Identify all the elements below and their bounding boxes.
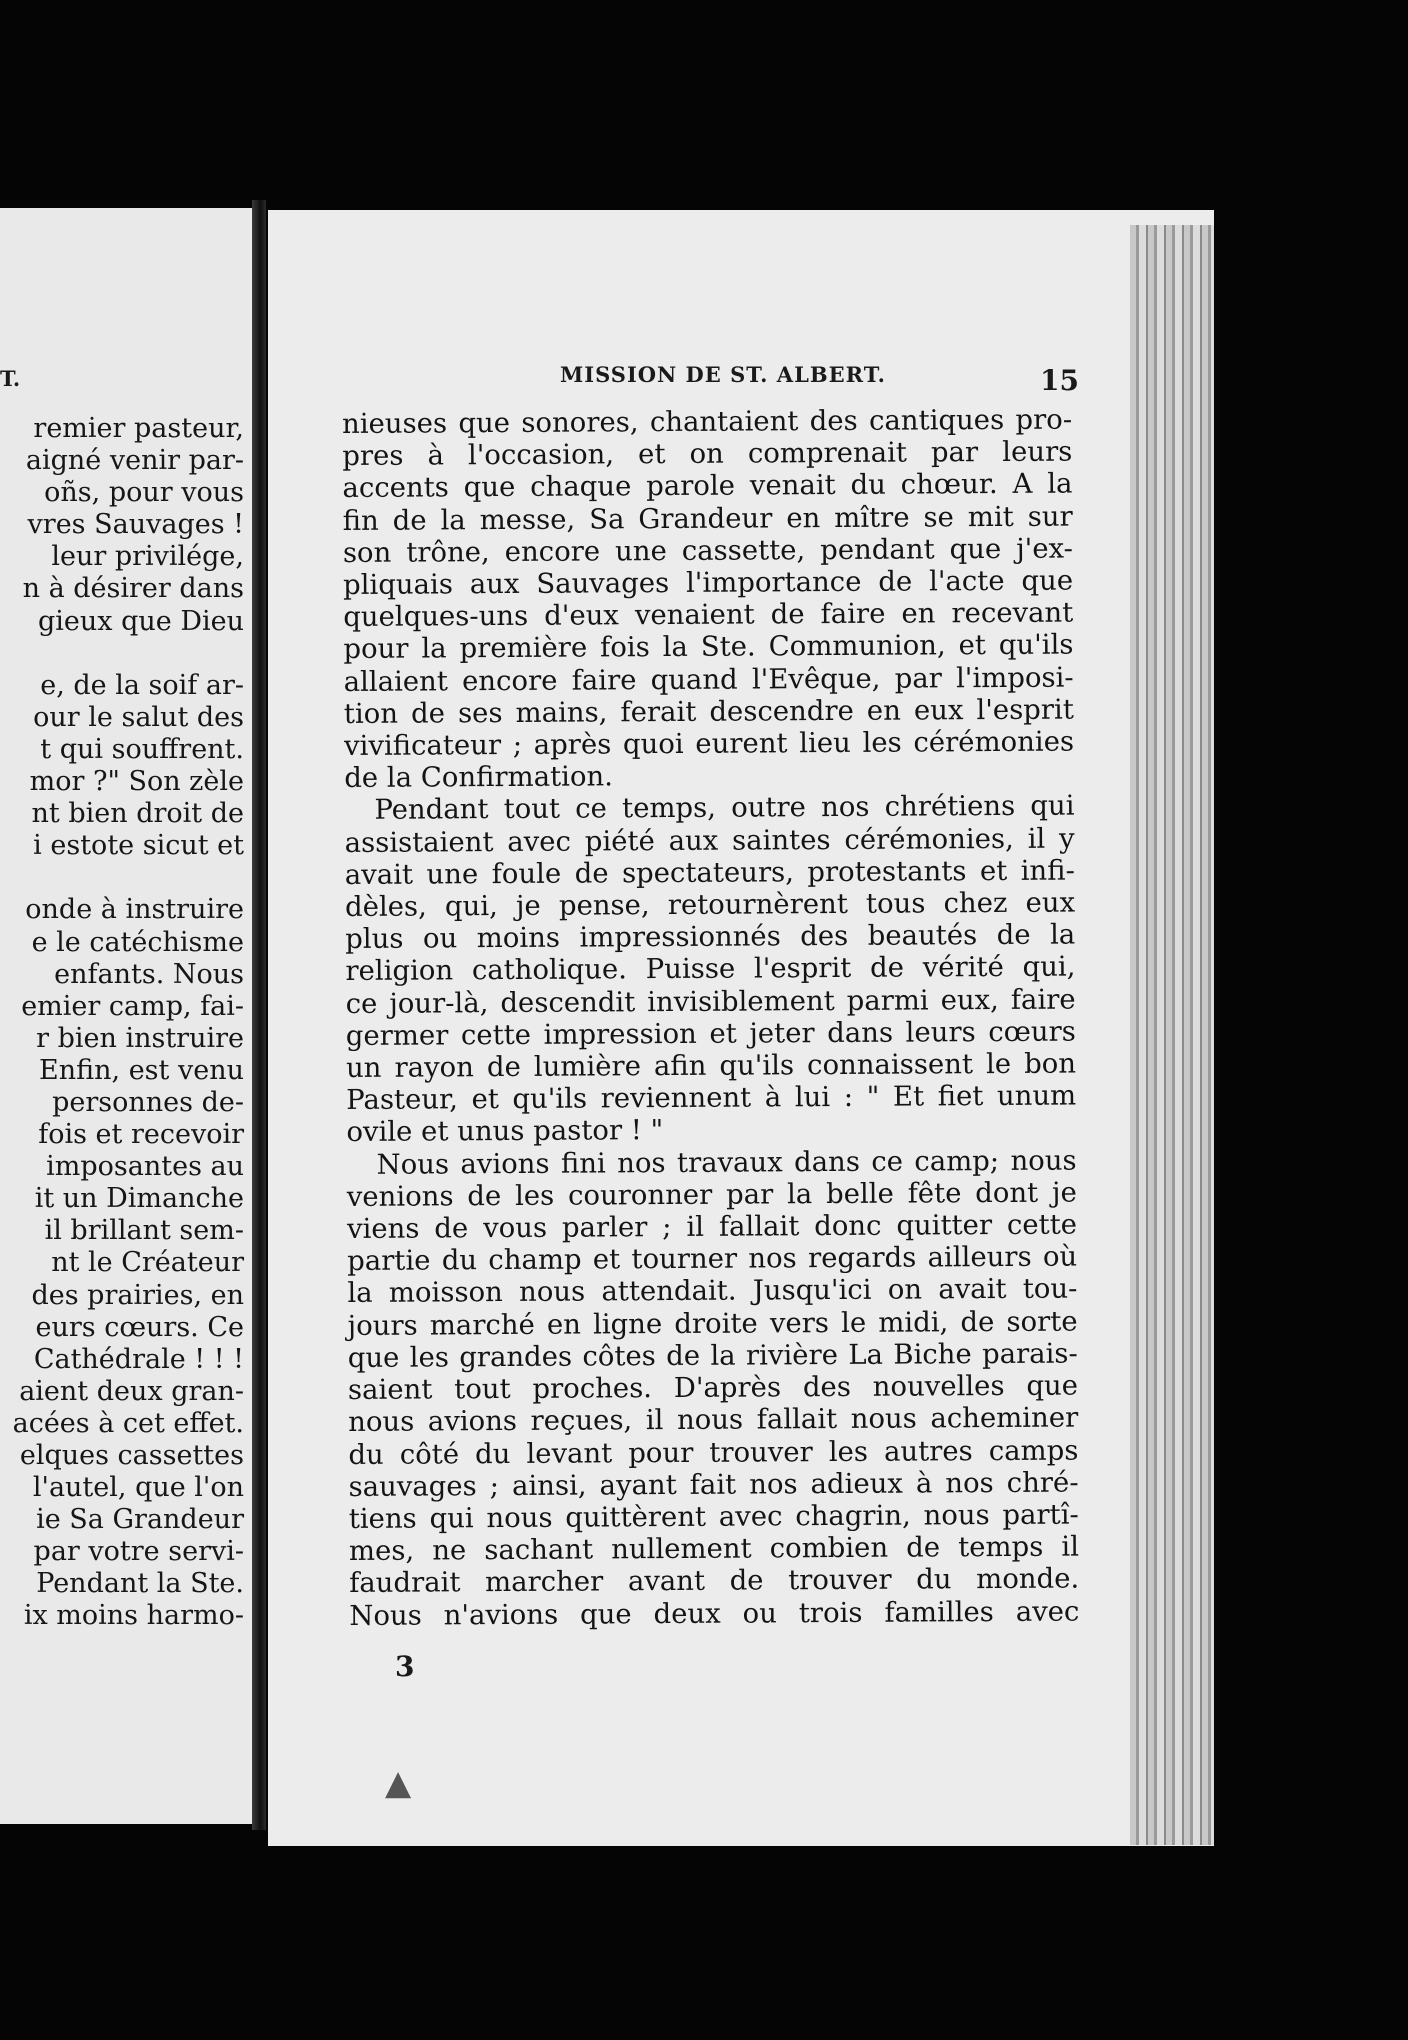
text-line: n à désirer dans [22, 573, 244, 605]
text-line: pliquais aux Sauvages l'importance de l'acte que [342, 564, 1074, 602]
text-line: sauvages ; ainsi, ayant fait nos adieux à nos chré- [348, 1466, 1079, 1503]
text-line: mes, ne sachant nullement combien de temps il [348, 1530, 1080, 1568]
text-line: Nous n'avions que deux ou trois familles avec [349, 1595, 1080, 1632]
text-line: vres Sauvages ! [27, 509, 244, 541]
text-line: saient tout proches. D'après des nouvelles que [347, 1369, 1079, 1407]
text-line: plus ou moins impressionnés des beautés de la [345, 918, 1076, 956]
text-line: eurs cœurs. Ce [35, 1311, 244, 1343]
signature-mark: 3 [395, 1650, 415, 1683]
left-page-text [0, 413, 244, 1633]
text-line: Cathédrale ! ! ! [33, 1343, 244, 1375]
text-line: ie Sa Grandeur [36, 1504, 244, 1536]
text-line: un rayon de lumière afin qu'ils connaissent le bon [345, 1047, 1077, 1085]
text-line: oñs, pour vous [44, 477, 244, 509]
text-line: imposantes au [46, 1151, 244, 1183]
text-line: la moisson nous attendait. Jusqu'ici on avait tou- [347, 1273, 1078, 1310]
text-line: viens de vous parler ; il fallait donc quitter cette [346, 1208, 1078, 1246]
text-line: acées à cet effet. [12, 1407, 244, 1439]
text-line [0, 638, 244, 670]
text-line: elques cassettes [19, 1440, 244, 1471]
text-line: tion de ses mains, ferait descendre en eux l'esprit [343, 693, 1074, 730]
text-line: par votre servi- [33, 1536, 244, 1568]
left-page [0, 208, 252, 1824]
text-line: t qui souffrent. [40, 733, 244, 765]
text-line: e le catéchisme [31, 926, 244, 958]
text-line: jours marché en ligne droite vers le midi, de sorte [347, 1305, 1078, 1342]
text-line: personnes de- [52, 1086, 244, 1118]
book-gutter [252, 200, 266, 1830]
text-line: gieux que Dieu [38, 605, 244, 637]
text-line: enfants. Nous [54, 958, 244, 990]
text-line: partie du champ et tourner nos regards ailleurs où [347, 1240, 1078, 1278]
text-line: aient deux gran- [19, 1375, 244, 1407]
text-line: pres à l'occasion, et on comprenait par leurs [342, 435, 1073, 473]
ink-smudge-icon: ▲ [385, 1763, 412, 1803]
text-line: pour la première fois la Ste. Communion, et qu'ils [343, 628, 1074, 666]
right-page-text [342, 404, 1079, 1632]
running-head: MISSION DE ST. ALBERT. [560, 362, 886, 387]
text-line: Pendant tout ce temps, outre nos chrétiens qui [374, 789, 1075, 827]
text-line: que les grandes côtes de la rivière La Biche parais- [347, 1337, 1078, 1374]
text-line: nous avions reçues, il nous fallait nous acheminer [348, 1401, 1079, 1439]
text-line: religion catholique. Puisse l'esprit de vérité qui, [345, 950, 1076, 988]
text-line: Pasteur, et qu'ils reviennent à lui : " Et fiet unum [346, 1079, 1077, 1117]
text-line: de la Confirmation. [344, 760, 614, 795]
text-line: des prairies, en [31, 1279, 244, 1311]
text-line: avait une foule de spectateurs, protestants et infi- [344, 854, 1075, 891]
text-line: fin de la messe, Sa Grandeur en mître se mit sur [342, 500, 1073, 537]
text-line: allaient encore faire quand l'Evêque, par l'imposi- [343, 661, 1074, 698]
text-line: i estote sicut et [33, 830, 244, 862]
text-line: r bien instruire [36, 1022, 244, 1054]
text-line: ce jour-là, descendit invisiblement parmi eux, faire [345, 983, 1076, 1020]
page-edge-stack [1130, 225, 1214, 1845]
text-line: leur privilége, [51, 541, 244, 573]
text-line: germer cette impression et jeter dans leurs cœurs [345, 1015, 1076, 1052]
text-line: venions de les couronner par la belle fête dont je [346, 1176, 1077, 1213]
text-line: vivificateur ; après quoi eurent lieu les cérémonies [343, 725, 1075, 763]
text-line: Pendant la Ste. [36, 1568, 244, 1600]
text-line: aigné venir par- [25, 445, 244, 477]
text-line: e, de la soif ar- [40, 669, 244, 701]
text-line: our le salut des [33, 701, 244, 733]
text-line: Nous avions fini nos travaux dans ce camp; nous [376, 1144, 1077, 1181]
text-line: it un Dimanche [34, 1183, 244, 1215]
text-line: emier camp, fai- [21, 990, 244, 1022]
text-line: onde à instruire [25, 894, 244, 926]
text-line: fois et recevoir [38, 1119, 244, 1151]
text-line: ix moins harmo- [23, 1600, 244, 1632]
text-line: quelques-uns d'eux venaient de faire en recevant [343, 596, 1074, 634]
text-line: l'autel, que l'on [32, 1472, 244, 1504]
text-line: assistaient avec piété aux saintes cérémonies, il y [344, 822, 1075, 859]
text-line: il brillant sem- [44, 1215, 244, 1247]
text-line: accents que chaque parole venait du chœur. A la [342, 467, 1073, 505]
text-line: nt le Créateur [51, 1247, 244, 1279]
text-line: remier pasteur, [33, 413, 244, 444]
left-running-head-fragment: T. [0, 366, 21, 391]
text-line: tiens qui nous quittèrent avec chagrin, nous partî- [348, 1498, 1079, 1535]
text-line [0, 862, 244, 894]
text-line: faudrait marcher avant de trouver du monde. [349, 1562, 1080, 1600]
text-line: dèles, qui, je pense, retournèrent tous chez eux [344, 886, 1076, 924]
text-line: son trône, encore une cassette, pendant que j'ex- [342, 532, 1073, 569]
page-number: 15 [1040, 364, 1079, 397]
text-line: nt bien droit de [31, 798, 244, 830]
text-line: nieuses que sonores, chantaient des cantiques pro- [342, 403, 1073, 440]
text-line: mor ?" Son zèle [29, 766, 244, 798]
text-line: du côté du levant pour trouver les autres camps [348, 1434, 1079, 1471]
text-line: Enfin, est venu [39, 1054, 244, 1086]
text-line: ovile et unus pastor ! " [346, 1114, 664, 1149]
